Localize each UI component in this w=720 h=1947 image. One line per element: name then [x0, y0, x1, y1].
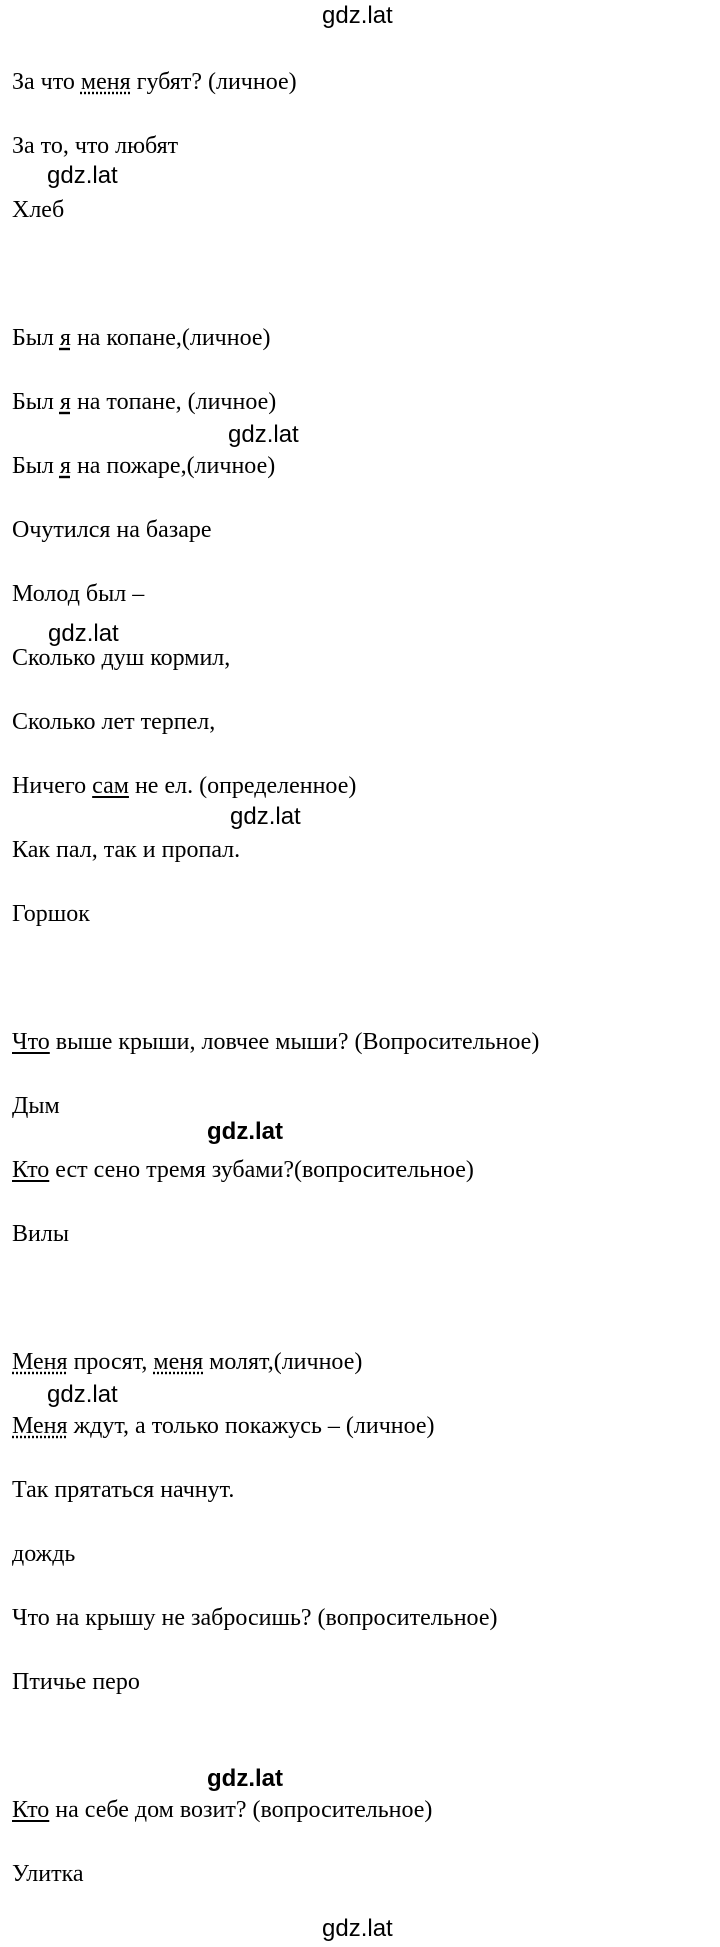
text-line: Меня просят, меня молят,(личное): [12, 1349, 363, 1375]
watermark: gdz.lat: [48, 620, 119, 647]
text-line: Был я на копане,(личное): [12, 325, 271, 351]
watermark: gdz.lat: [322, 2, 393, 29]
watermark: gdz.lat: [207, 1118, 283, 1145]
text-line: Сколько лет терпел,: [12, 709, 216, 735]
watermark: gdz.lat: [47, 162, 118, 189]
watermark: gdz.lat: [228, 421, 299, 448]
answer-line: Улитка: [12, 1861, 84, 1887]
watermark: gdz.lat: [322, 1915, 393, 1942]
text-line: Что выше крыши, ловчее мыши? (Вопросительное): [12, 1029, 540, 1055]
text-line: Молод был –: [12, 581, 145, 607]
answer-line: дождь: [12, 1541, 76, 1567]
pronoun: сам: [92, 773, 129, 799]
answer-line: Вилы: [12, 1221, 69, 1247]
text-line: Ничего сам не ел. (определенное): [12, 773, 357, 799]
watermark: gdz.lat: [207, 1765, 283, 1792]
pronoun: Кто: [12, 1797, 50, 1823]
text-line: Был я на топане, (личное): [12, 389, 277, 415]
text-line: Кто ест сено тремя зубами?(вопросительное): [12, 1157, 474, 1183]
text-line: Так прятаться начнут.: [12, 1477, 235, 1503]
pronoun: меня: [153, 1349, 204, 1375]
pronoun: меня: [80, 69, 131, 95]
text-line: Был я на пожаре,(личное): [12, 453, 276, 479]
answer-line: Хлеб: [12, 197, 65, 223]
answer-line: Птичье перо: [12, 1669, 140, 1695]
text-line: Что на крышу не забросишь? (вопросительное): [12, 1605, 498, 1631]
text-line: Сколько душ кормил,: [12, 645, 231, 671]
pronoun: Меня: [12, 1349, 68, 1375]
watermark: gdz.lat: [47, 1381, 118, 1408]
pronoun: я: [59, 325, 71, 351]
answer-line: Дым: [12, 1093, 60, 1119]
pronoun: я: [59, 389, 71, 415]
pronoun: Кто: [12, 1157, 50, 1183]
answer-line: Горшок: [12, 901, 90, 927]
text-line: Очутился на базаре: [12, 517, 212, 543]
text-line: За что меня губят? (личное): [12, 69, 297, 95]
pronoun: Меня: [12, 1413, 68, 1439]
text-line: За то, что любят: [12, 133, 179, 159]
pronoun: я: [59, 453, 71, 479]
text-line: Кто на себе дом возит? (вопросительное): [12, 1797, 433, 1823]
text-line: Меня ждут, а только покажусь – (личное): [12, 1413, 435, 1439]
text-line: Как пал, так и пропал.: [12, 837, 241, 863]
watermark: gdz.lat: [230, 803, 301, 830]
pronoun: Что: [12, 1029, 50, 1055]
